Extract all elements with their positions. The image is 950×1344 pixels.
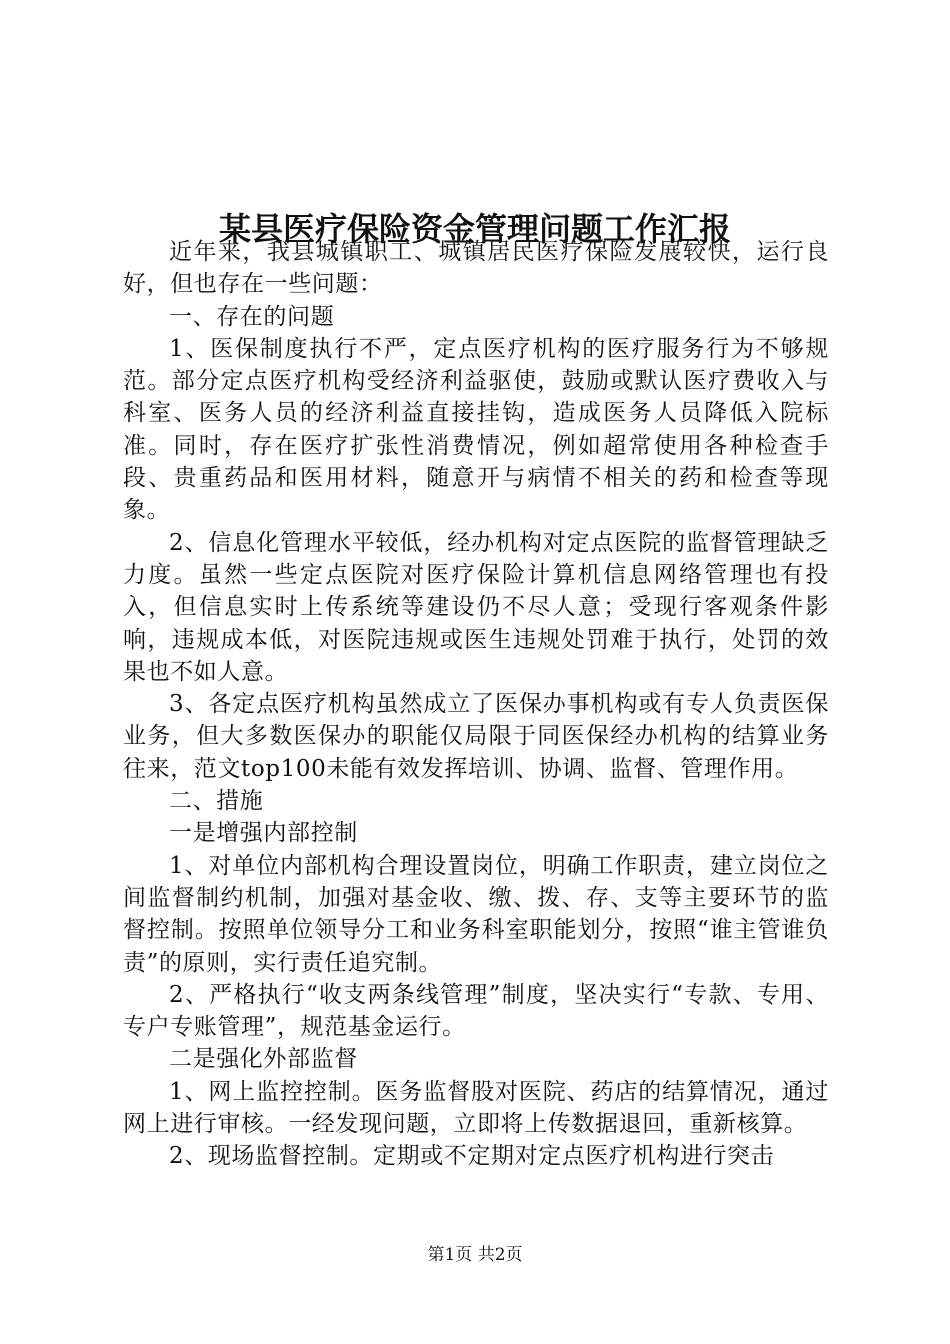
section-heading-problems: 一、存在的问题 (169, 303, 335, 330)
subheading-internal-control: 一是增强内部控制 (169, 820, 358, 847)
page-title: 某县医疗保险资金管理问题工作汇报 (218, 210, 731, 249)
paragraph-problem-1: 1、医保制度执行不严，定点医疗机构的医疗服务行为不够规范。部分定点医疗机构受经济利益驱使，鼓励或默认医疗费收入与科室、医务人员的经济利益直接挂钩，造成医务人员降低入院标准。同时，存在医疗扩张性消费情况，例如超常使用各种检查手段、贵重药品和医用材料，随意开与病情不相关的药和检查等现象。 (123, 335, 829, 524)
paragraph-external-2: 2、现场监督控制。定期或不定期对定点医疗机构进行突击 (169, 1143, 775, 1170)
paragraph-problem-3: 3、各定点医疗机构虽然成立了医保办事机构或有专人负责医保业务，但大多数医保办的职能仅局限于同医保经办机构的结算业务往来，范文top100未能有效发挥培训、协调、监督、管理作用。 (123, 691, 829, 782)
paragraph-internal-1: 1、对单位内部机构合理设置岗位，明确工作职责，建立岗位之间监督制约机制，加强对基金收、缴、拨、存、支等主要环节的监督控制。按照单位领导分工和业务科室职能划分，按照“谁主管谁负责”的原则，实行责任追究制。 (123, 852, 829, 976)
paragraph-external-1: 1、网上监控控制。医务监督股对医院、药店的结算情况，通过网上进行审核。一经发现问题，立即将上传数据退回，重新核算。 (123, 1078, 829, 1138)
page-footer: 第1页 共2页 (427, 1245, 523, 1265)
section-heading-measures: 二、措施 (169, 788, 264, 815)
paragraph-intro: 近年来，我县城镇职工、城镇居民医疗保险发展较快，运行良好，但也存在一些问题： (123, 239, 829, 298)
document-body (123, 236, 829, 1173)
paragraph-internal-2: 2、严格执行“收支两条线管理”制度，坚决实行“专款、专用、专户专账管理”，规范基金运行。 (123, 981, 829, 1041)
paragraph-problem-2: 2、信息化管理水平较低，经办机构对定点医院的监督管理缺乏力度。虽然一些定点医院对医疗保险计算机信息网络管理也有投入，但信息实时上传系统等建设仍不尽人意；受现行客观条件影响，违规成本低，对医院违规或医生违规处罚难于执行，处罚的效果也不如人意。 (123, 529, 829, 685)
subheading-external-supervision: 二是强化外部监督 (169, 1046, 358, 1073)
